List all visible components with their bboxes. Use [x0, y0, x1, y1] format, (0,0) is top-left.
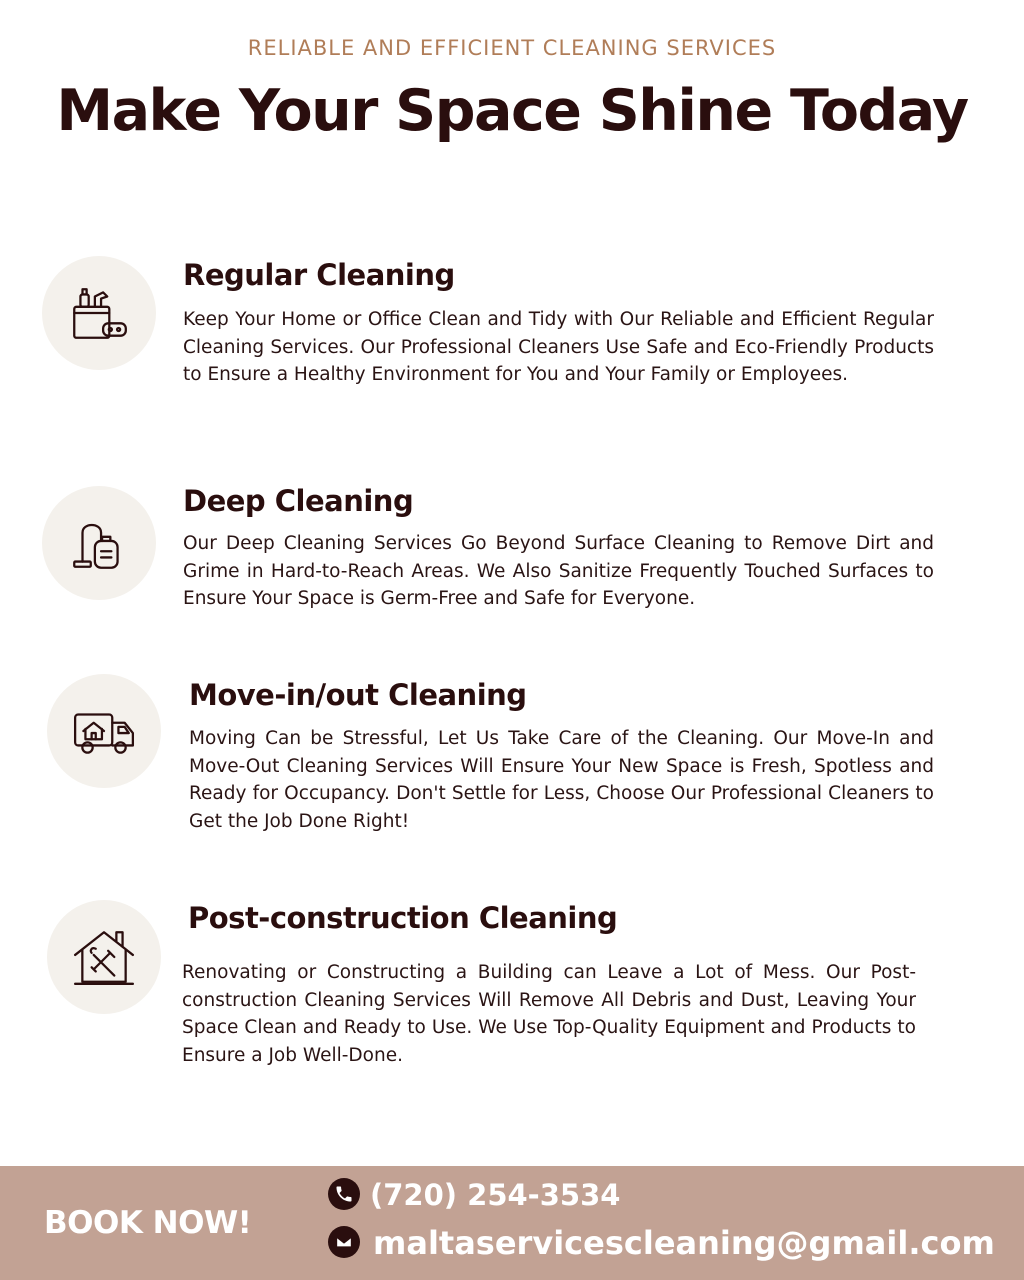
email-address[interactable]: maltaservicescleaning@gmail.com: [373, 1224, 995, 1262]
book-now-cta[interactable]: BOOK NOW!: [44, 1205, 252, 1241]
eyebrow-tagline: RELIABLE AND EFFICIENT CLEANING SERVICES: [247, 36, 777, 60]
cleaning-supplies-icon: [42, 256, 156, 370]
service-title: Post-construction Cleaning: [188, 901, 618, 935]
service-description: Keep Your Home or Office Clean and Tidy with Our Reliable and Efficient Regular Cleaning Services. Our Professional Cleaners Use Safe and Eco-Friendly Products to Ensure a Healthy Environment for You and Your Family or Employees.: [183, 309, 934, 385]
phone-icon: [328, 1178, 360, 1210]
service-description: Renovating or Constructing a Building can Leave a Lot of Mess. Our Post-construction Cleaning Services Will Remove All Debris and Dust, Leaving Your Space Clean and Ready to Use. We Use Top-Quality Equipment and Products to Ensure a Job Well-Done.: [182, 962, 916, 1066]
house-tools-icon: [47, 900, 161, 1014]
page-title: Make Your Space Shine Today: [56, 78, 968, 144]
service-description: Moving Can be Stressful, Let Us Take Care of the Cleaning. Our Move-In and Move-Out Cleaning Services Will Ensure Your New Space is Fresh, Spotless and Ready for Occupancy. Don't Settle for Less, Choose Our Professional Cleaners to Get the Job Done Right!: [189, 728, 934, 832]
vacuum-cleaner-icon: [42, 486, 156, 600]
service-title: Regular Cleaning: [183, 258, 455, 292]
phone-number[interactable]: (720) 254-3534: [370, 1178, 621, 1212]
footer-contact-bar: [0, 1166, 1024, 1280]
service-title: Deep Cleaning: [183, 484, 414, 518]
service-title: Move-in/out Cleaning: [189, 678, 527, 712]
service-description: Our Deep Cleaning Services Go Beyond Surface Cleaning to Remove Dirt and Grime in Hard-to-Reach Areas. We Also Sanitize Frequently Touched Surfaces to Ensure Your Space is Germ-Free and Safe for Everyone.: [183, 533, 934, 609]
moving-truck-icon: [47, 674, 161, 788]
envelope-icon: [328, 1226, 360, 1258]
